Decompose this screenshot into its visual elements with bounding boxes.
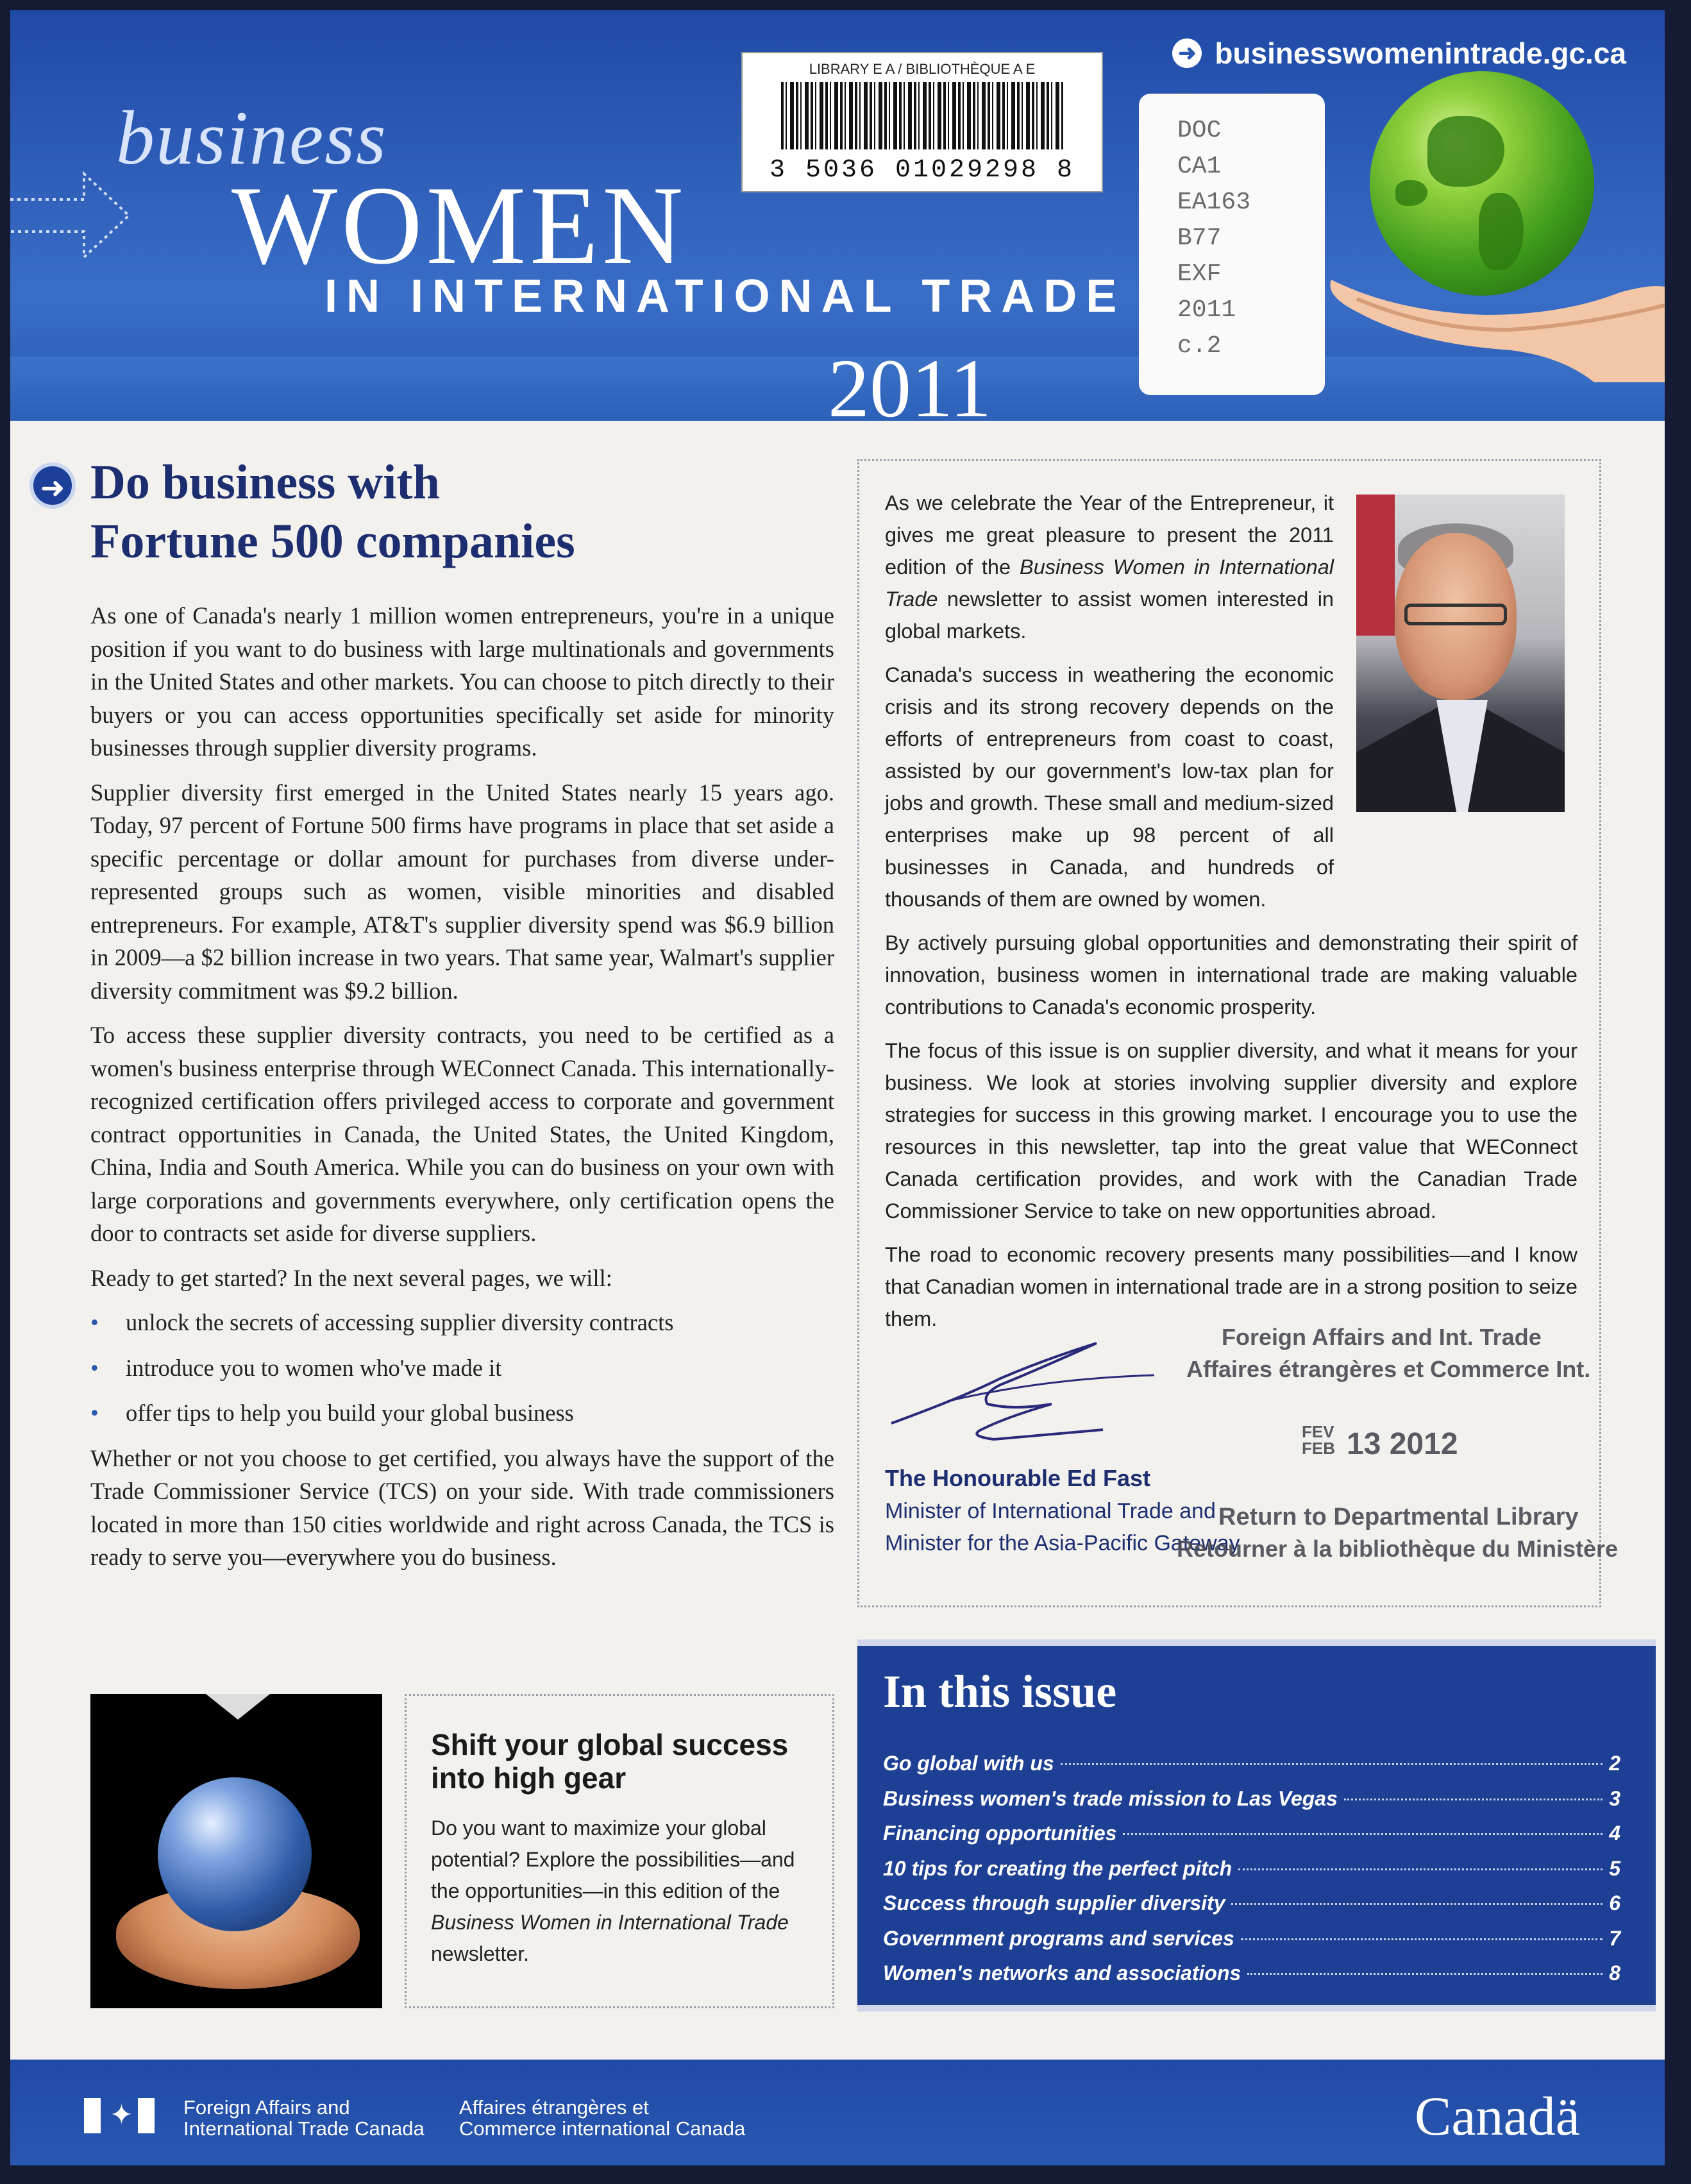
headline-line: Do business with [90, 455, 440, 509]
department-name-en: Foreign Affairs and International Trade Canada [183, 2096, 425, 2140]
minister-text [885, 487, 1577, 1346]
stamp-date-en: FEB [1302, 1439, 1335, 1458]
in-this-issue-box [857, 1639, 1656, 2011]
stamp-return-en: Return to Departmental Library [1218, 1503, 1579, 1530]
shift-text: Do you want to maximize your global potential? Explore the possibilities—and the opportunities—in this edition of the Business Women in International Trade newsletter. [431, 1816, 795, 1965]
call-number-label [1139, 94, 1325, 395]
arrow-circle-icon: ➜ [29, 462, 76, 509]
table-of-contents [883, 1752, 1620, 1997]
toc-item[interactable]: Women's networks and associations 8 [883, 1961, 1620, 1985]
shift-title: Shift your global success into high gear [431, 1728, 789, 1795]
website-link[interactable] [1172, 36, 1626, 71]
canada-wordmark: Canadä [1415, 2085, 1580, 2147]
bullet-item: • offer tips to help you build your global business [90, 1396, 834, 1430]
call-number-line: EA163 [1177, 189, 1251, 216]
dotted-arrow-icon [10, 171, 132, 260]
masthead-business: business [116, 95, 387, 180]
issue-title: In this issue [883, 1666, 1117, 1717]
stamp-date: 13 2012 [1347, 1427, 1458, 1461]
call-number-line: CA1 [1177, 153, 1222, 180]
globe-in-hands-photo [90, 1694, 382, 2008]
call-number-line: c.2 [1177, 332, 1222, 360]
barcode-number: 3 5036 01029298 8 [769, 156, 1075, 185]
stamp-date-fr: FEV [1302, 1422, 1334, 1441]
masthead-women: WOMEN [231, 163, 687, 287]
body-paragraph: Supplier diversity first emerged in the United States nearly 15 years ago. Today, 97 percent of Fortune 500 firms have programs in place that set aside a specific percentage or dollar amount for purchases from diverse under-represented groups such as women, visible minorities and disabled entrepreneurs. For example, AT&T's supplier diversity spend was $6.9 billion in 2009—a $2 billion increase in two years. That same year, Walmart's supplier diversity commitment was $9.2 billion. [90, 779, 834, 1004]
hands-image [1318, 254, 1665, 382]
library-barcode-label [741, 52, 1103, 192]
minister-name: The Honourable Ed Fast [885, 1465, 1151, 1491]
toc-item[interactable]: Success through supplier diversity 6 [883, 1892, 1620, 1915]
masthead-trade: IN INTERNATIONAL TRADE [324, 271, 1126, 322]
call-number-line: B77 [1177, 224, 1222, 252]
bullet-list [90, 1306, 834, 1430]
body-paragraph: Ready to get started? In the next several pages, we will: [90, 1264, 612, 1291]
barcode-bars [781, 82, 1063, 149]
call-number-line: 2011 [1177, 296, 1236, 324]
toc-item[interactable]: Business women's trade mission to Las Vegas 3 [883, 1786, 1620, 1810]
minister-message-box [857, 459, 1619, 1607]
call-number-line: DOC [1177, 117, 1222, 144]
barcode-library-text: LIBRARY E A / BIBLIOTHÈQUE A E [809, 61, 1036, 77]
stamp-dept-fr: Affaires étrangères et Commerce Int. [1186, 1356, 1591, 1382]
department-name-fr: Affaires étrangères et Commerce international Canada [459, 2096, 746, 2140]
canada-flag-icon: ✦ [84, 2098, 155, 2133]
newsletter-page [10, 10, 1665, 2165]
call-number-line: EXF [1177, 260, 1222, 288]
toc-item[interactable]: 10 tips for creating the perfect pitch 5 [883, 1856, 1620, 1880]
masthead [10, 10, 1665, 421]
body-paragraph: To access these supplier diversity contracts, you need to be certified as a women's business enterprise through WEConnect Canada. This internationally-recognized certification offers privileged access to corporate and government contract opportunities in Canada, the United States, the United Kingdom, China, India and South America. While you can do business on your own with large corporations and governments everywhere, only certification opens the door to contracts set aside for diverse suppliers. [90, 1022, 834, 1246]
stamp-return-fr: Retourner à la bibliothèque du Ministère [1177, 1536, 1619, 1562]
minister-paragraph: Canada's success in weathering the economic crisis and its strong recovery depends on the efforts of entrepreneurs from coast to coast, assisted by our government's low-tax plan for jobs and growth. These small and medium-sized enterprises make up 98 percent of all businesses in Canada, and hundreds of thousands of them are owned by women. [885, 663, 1334, 911]
minister-paragraph: The road to economic recovery presents many possibilities—and I know that Canadian women in international trade are in a strong position to seize them. [885, 1243, 1577, 1330]
signature [885, 1340, 1161, 1452]
lede-headline [90, 453, 796, 571]
minister-paragraph: By actively pursuing global opportunities and demonstrating their spirit of innovation, business women in international trade are making valuable contributions to Canada's economic prosperity. [885, 931, 1577, 1019]
body-paragraph: Whether or not you choose to get certified, you always have the support of the Trade Commissioner Service (TCS) on your side. With trade commissioners located in more than 150 cities worldwide and right across Canada, the TCS is ready to serve you—everywhere you do business. [90, 1444, 834, 1570]
minister-paragraph: The focus of this issue is on supplier diversity, and what it means for your business. We look at stories involving supplier diversity and explore strategies for success in this growing market. I encourage you to use the resources in this newsletter, tap into the great value that WEConnect Canada certification provides, and work with the Canadian Trade Commissioner Service to take on new opportunities abroad. [885, 1039, 1577, 1223]
shift-callout-box [405, 1694, 834, 2008]
toc-item[interactable]: Financing opportunities 4 [883, 1822, 1620, 1845]
bullet-item: • unlock the secrets of accessing supplier diversity contracts [90, 1306, 834, 1339]
lede-body [90, 599, 834, 1586]
minister-role: Minister of International Trade and Minister for the Asia-Pacific Gateway [885, 1499, 1240, 1555]
masthead-year: 2011 [828, 343, 992, 421]
toc-item[interactable]: Government programs and services 7 [883, 1926, 1620, 1950]
toc-item[interactable]: Go global with us 2 [883, 1752, 1620, 1775]
arrow-circle-icon: ➜ [1172, 38, 1202, 68]
footer [10, 2060, 1665, 2165]
website-url[interactable]: businesswomenintrade.gc.ca [1215, 37, 1626, 70]
stamp-dept-en: Foreign Affairs and Int. Trade [1222, 1324, 1542, 1350]
minister-paragraph: As we celebrate the Year of the Entrepreneur, it gives me great pleasure to present the 2011 edition of the Business Women in International Trade newsletter to assist women interested in global markets. [885, 491, 1334, 643]
bullet-item: • introduce you to women who've made it [90, 1351, 834, 1385]
body-paragraph: As one of Canada's nearly 1 million women entrepreneurs, you're in a unique position if you want to do business with large multinationals and governments in the United States and other markets. You can choose to pitch directly to their buyers or you can access opportunities specifically set aside for minority businesses through supplier diversity programs. [90, 602, 834, 761]
headline-line: Fortune 500 companies [90, 514, 575, 568]
